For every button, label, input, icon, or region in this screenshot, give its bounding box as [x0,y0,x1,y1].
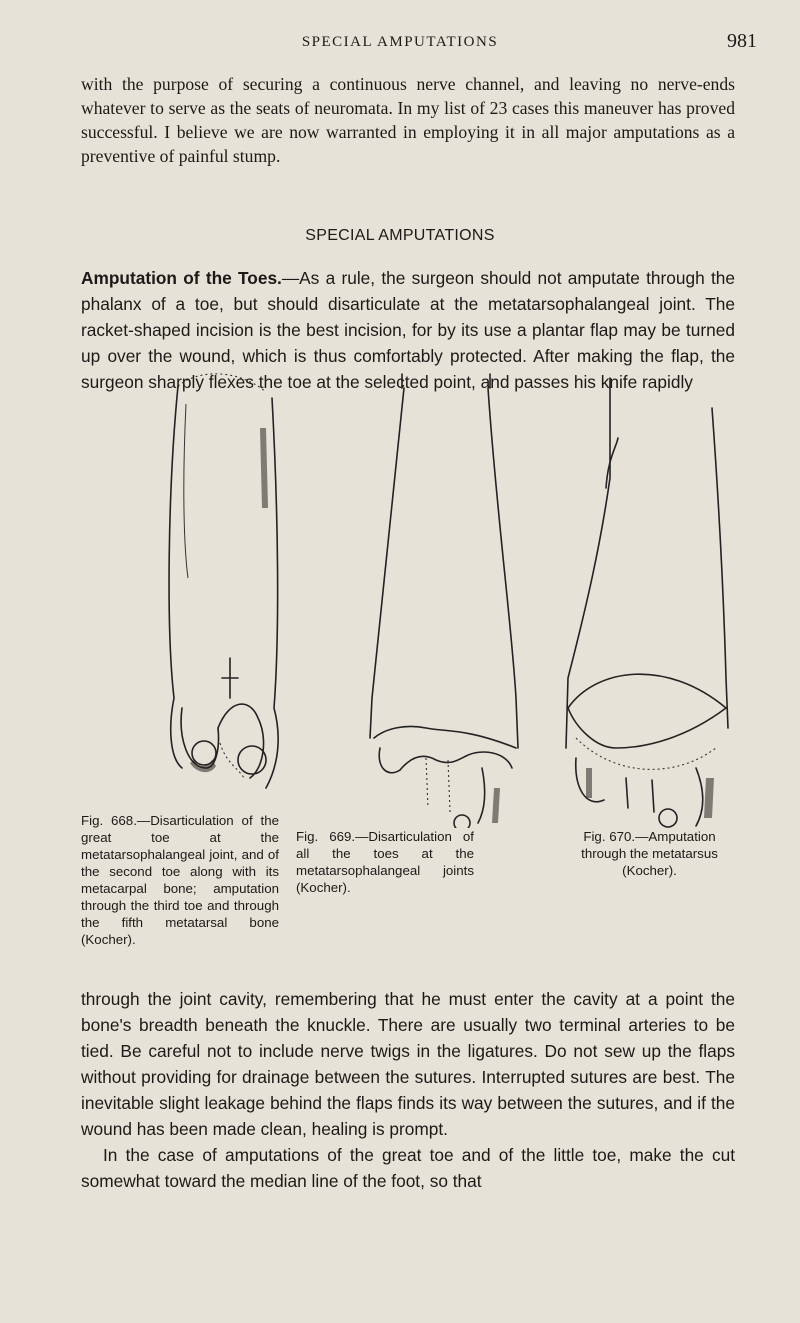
running-title: SPECIAL AMPUTATIONS [301,34,499,50]
run-in-heading: Amputation of the Toes. [81,268,282,288]
figure-669-illustration [366,368,526,828]
figure-670-caption: Fig. 670.—Amputation through the metatarsus (Kocher). [581,829,718,878]
figure-668-caption: Fig. 668.—Disarticulation of the great toe at the metatarsophalangeal joint, and of the second toe along with its metacarpal bone; amputation through the third toe and through the fifth metatarsal bone (Kocher). [81,813,279,947]
toes-paragraph-text: —As a rule, the surgeon should not amputate through the phalanx of a toe, but should disarticulate at the metatarsophalangeal joint. The racket-shaped incision is the best incision, for by its use a plantar flap may be turned up over the wound, which is thus comfortably protected. After making the flap, the surgeon sharply flexes the toe at the selected point, and passes his knife rapidly [81,268,736,392]
continuation-text [81,986,735,1194]
page-number: 981 [727,30,757,52]
intro-paragraph [81,72,735,168]
figure-670-illustration [556,368,736,828]
continuation-paragraph-1: through the joint cavity, remembering that he must enter the cavity at a point the bone's breadth beneath the knuckle. There are usually two terminal arteries to be tied. Be careful not to include nerve twigs in the ligatures. Do not sew up the flaps without providing for drainage between the sutures. Interrupted sutures are best. The inevitable slight leakage behind the flaps finds its way between the sutures, and if the wound has been made clean, healing is prompt. [81,989,735,1139]
figure-668-illustration [160,368,290,808]
figure-669-caption: Fig. 669.—Disarticulation of all the toes at the metatarsophalangeal joints (Kocher). [296,829,474,895]
continuation-paragraph-2: In the case of amputations of the great toe and of the little toe, make the cut somewhat toward the median line of the foot, so that [81,1145,735,1191]
intro-paragraph-text: with the purpose of securing a continuous nerve channel, and leaving no nerve-ends whatever to serve as the seats of neuromata. In my list of 23 cases this maneuver has proved successful. I believe we are now warranted in employing it in all major amputations as a preventive of painful stump. [81,74,735,166]
section-heading: SPECIAL AMPUTATIONS [305,227,495,244]
